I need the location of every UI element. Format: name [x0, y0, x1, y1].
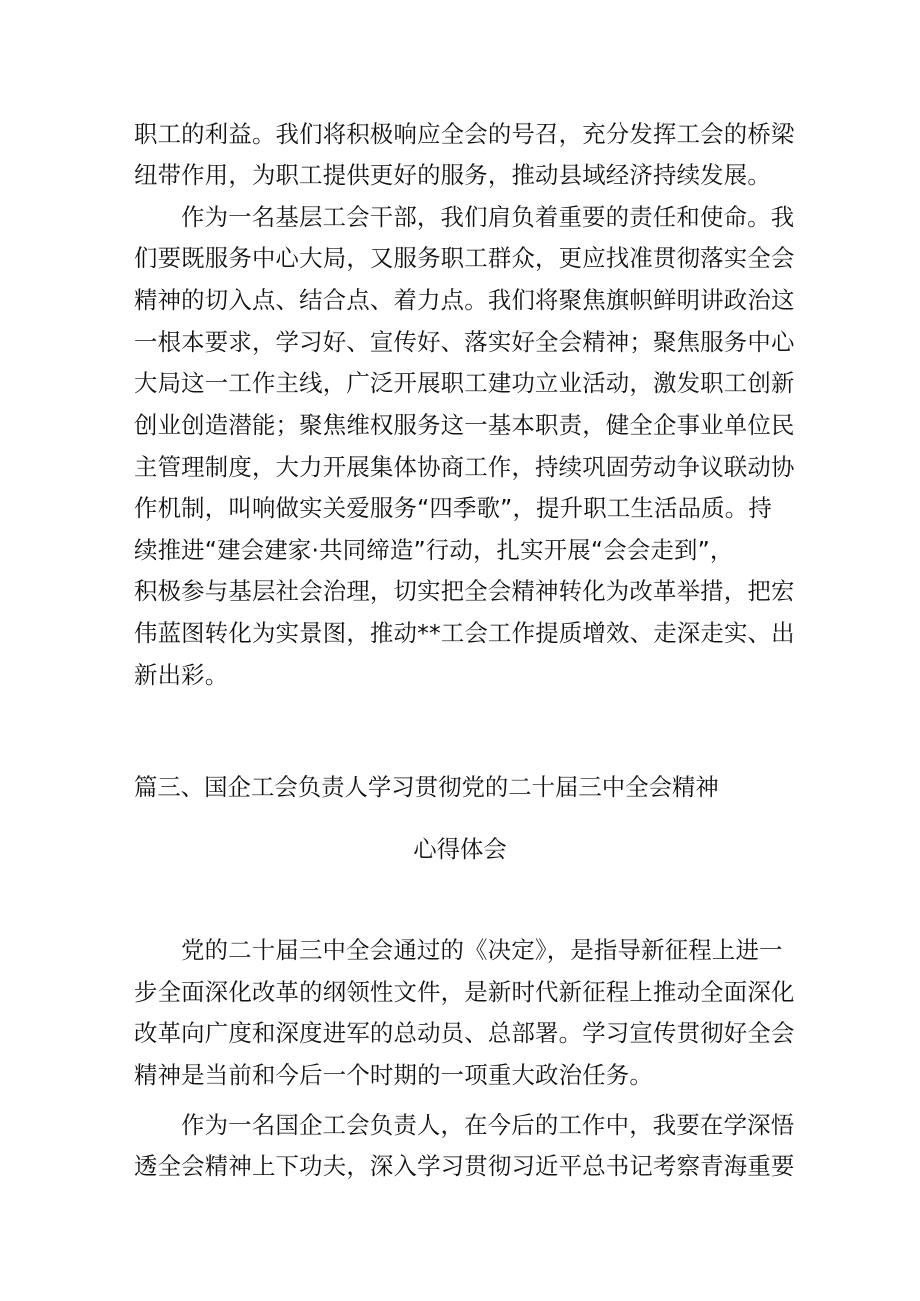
text-line: 积极参与基层社会治理，切实把全会精神转化为改革举措，把宏 [134, 577, 795, 605]
text-line: 精神是当前和今后一个时期的一项重大政治任务。 [134, 1061, 653, 1089]
text-line: 纽带作用，为职工提供更好的服务，推动县域经济持续发展。 [134, 161, 771, 189]
section-subtitle: 心得体会 [413, 835, 507, 863]
text-line: 大局这一工作主线，广泛开展职工建功立业活动，激发职工创新 [134, 369, 795, 397]
text-line: 党的二十届三中全会通过的《决定》，是指导新征程上进一 [181, 936, 783, 964]
text-line: 步全面深化改革的纲领性文件，是新时代新征程上推动全面深化 [134, 978, 795, 1006]
text-line: 职工的利益。我们将积极响应全会的号召，充分发挥工会的桥梁 [134, 120, 795, 148]
text-line: 改革向广度和深度进军的总动员、总部署。学习宣传贯彻好全会 [134, 1019, 795, 1047]
text-line: 一根本要求，学习好、宣传好、落实好全会精神；聚焦服务中心 [134, 328, 795, 356]
text-line: 作为一名基层工会干部，我们肩负着重要的责任和使命。我 [181, 203, 795, 231]
text-line: 新出彩。 [134, 661, 229, 689]
text-line: 们要既服务中心大局，又服务职工群众，更应找准贯彻落实全会 [134, 244, 795, 272]
text-line: 作为一名国企工会负责人，在今后的工作中，我要在学深悟 [181, 1111, 795, 1139]
section-title: 篇三、国企工会负责人学习贯彻党的二十届三中全会精神 [134, 773, 719, 801]
text-line: 伟蓝图转化为实景图，推动**工会工作提质增效、走深走实、出 [134, 619, 795, 647]
text-line: 续推进“建会建家·共同缔造”行动，扎实开展“会会走到”， [134, 536, 734, 564]
text-line: 作机制，叫响做实关爱服务“四季歌”，提升职工生活品质。持 [134, 494, 772, 522]
text-line: 创业创造潜能；聚焦维权服务这一基本职责，健全企事业单位民 [134, 411, 795, 439]
text-line: 主管理制度，大力开展集体协商工作，持续巩固劳动争议联动协 [134, 453, 795, 481]
text-line: 精神的切入点、结合点、着力点。我们将聚焦旗帜鲜明讲政治这 [134, 286, 795, 314]
text-line: 透全会精神上下功夫，深入学习贯彻习近平总书记考察青海重要 [134, 1152, 795, 1180]
